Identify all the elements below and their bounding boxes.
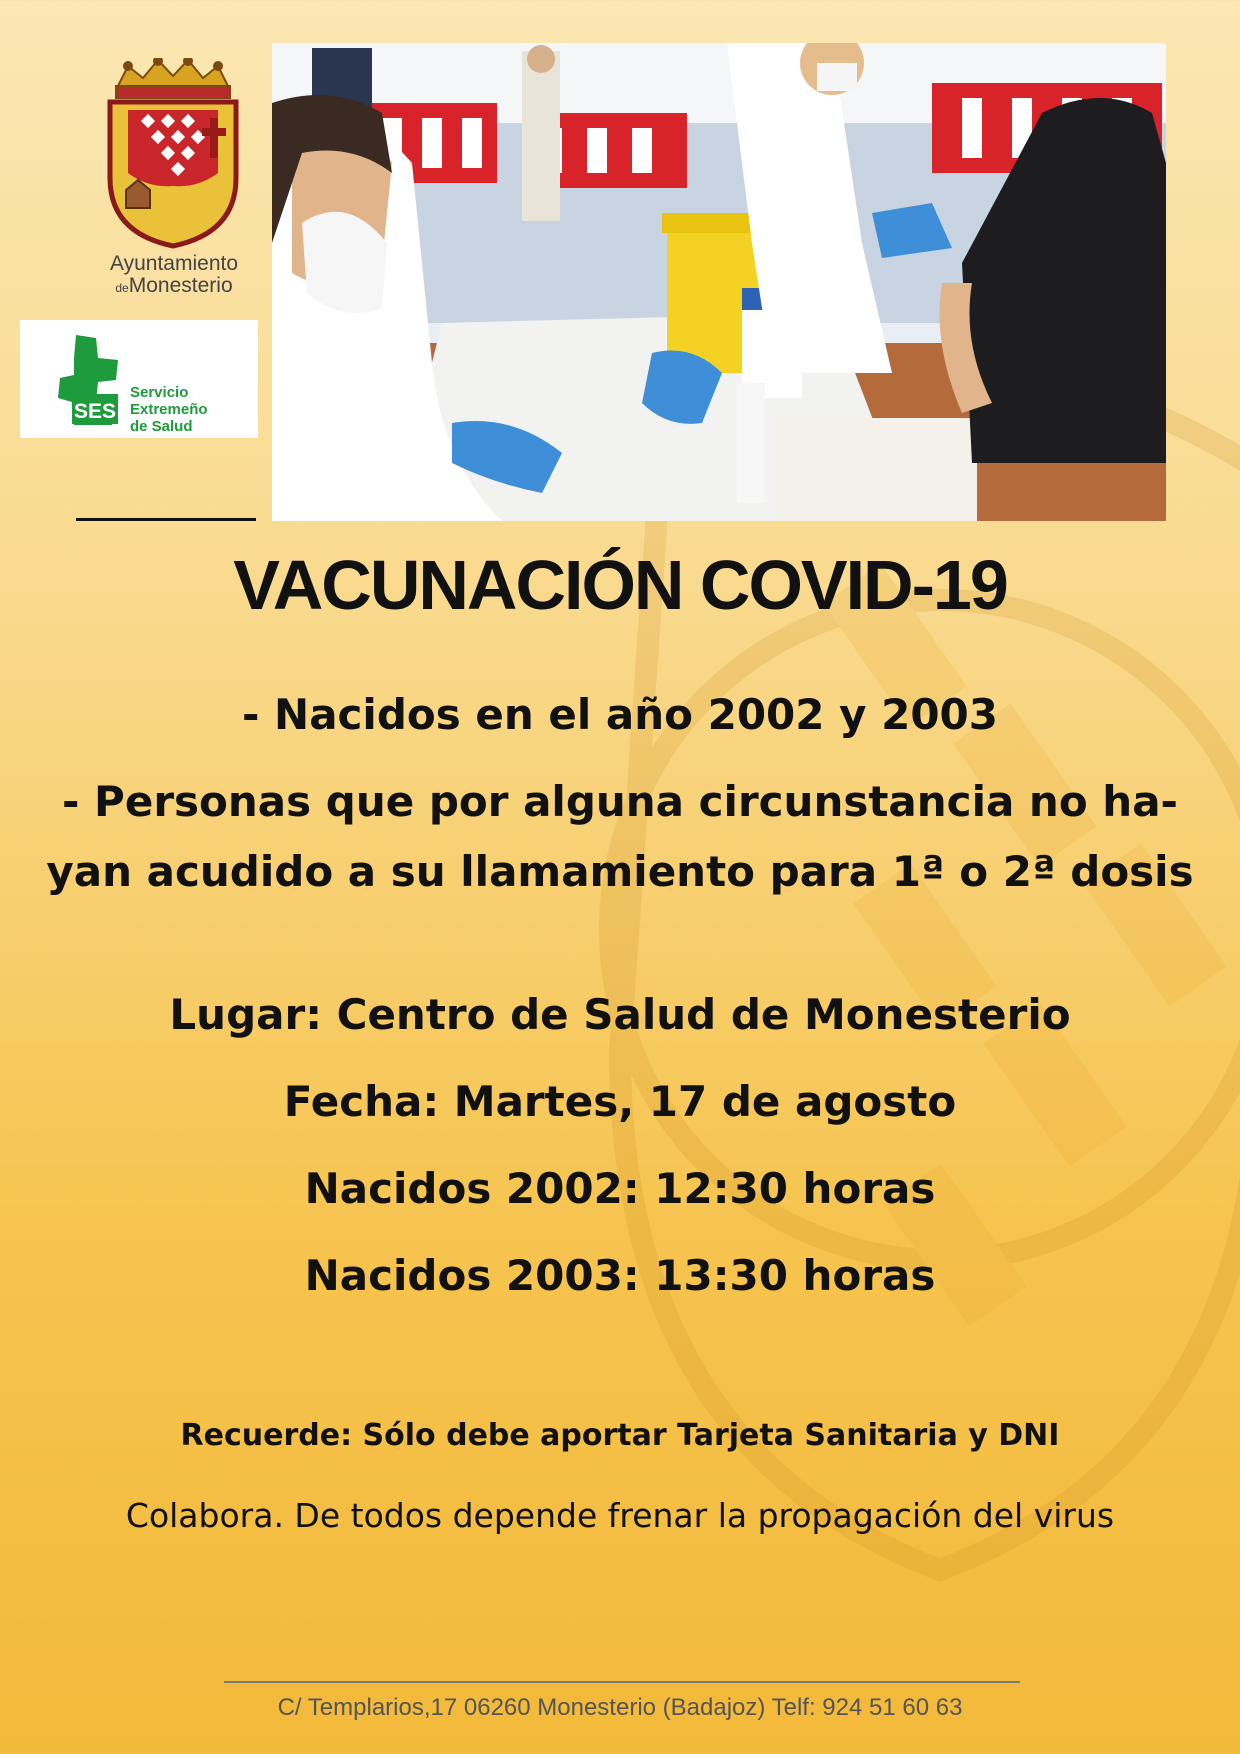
footer-divider [224, 1681, 1020, 1683]
ayuntamiento-crest-logo [98, 58, 248, 250]
location-text: Lugar: Centro de Salud de Monesterio [169, 990, 1071, 1039]
page-title: VACUNACIÓN COVID-19 [233, 546, 1007, 624]
ses-cross-icon [54, 330, 134, 430]
slogan-text: Colabora. De todos depende frenar la propagación del virus [125, 1496, 1115, 1535]
time-2003-text: Nacidos 2003: 13:30 horas [304, 1251, 936, 1300]
ses-line-2: Extremeño [130, 401, 208, 418]
vaccination-photo [272, 43, 1166, 521]
ses-line-3: de Salud [130, 418, 193, 435]
date-text: Fecha: Martes, 17 de agosto [283, 1077, 957, 1126]
ayuntamiento-label: Ayuntamiento [109, 252, 239, 275]
group-missed-doses-line-2: yan acudido a su llamamiento para 1ª o 2ª dosis [46, 847, 1194, 896]
group-missed-doses-line-1: - Personas que por alguna circunstancia no ha- [62, 777, 1178, 826]
ayuntamiento-town: Monesterio [128, 274, 233, 297]
ses-logo [20, 320, 258, 438]
time-2002-text: Nacidos 2002: 12:30 horas [304, 1164, 936, 1213]
ses-abbr: SES [73, 400, 117, 423]
ayuntamiento-de: de [115, 281, 129, 295]
footer-address: C/ Templarios,17 06260 Monesterio (Badajoz) Telf: 924 51 60 63 [277, 1694, 963, 1721]
ayuntamiento-town-label [84, 274, 264, 298]
group-born-2002-2003: - Nacidos en el año 2002 y 2003 [241, 690, 999, 739]
reminder-text: Recuerde: Sólo debe aportar Tarjeta Sanitaria y DNI [180, 1418, 1060, 1453]
header-divider [76, 518, 256, 521]
ses-line-1: Servicio [130, 384, 189, 401]
